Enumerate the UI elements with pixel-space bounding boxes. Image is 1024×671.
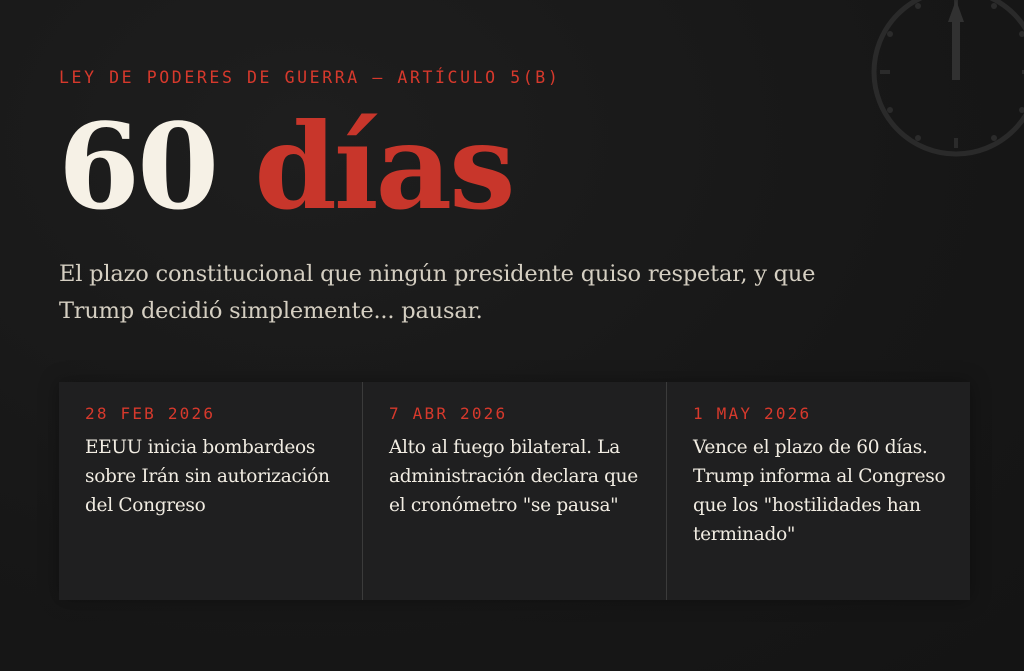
section-eyebrow: LEY DE PODERES DE GUERRA — ARTÍCULO 5(B) xyxy=(59,68,561,87)
page-title xyxy=(58,97,513,236)
timeline-date: 28 FEB 2026 xyxy=(85,404,216,423)
timeline xyxy=(59,382,970,600)
timeline-date: 7 ABR 2026 xyxy=(389,404,508,423)
timeline-description: Vence el plazo de 60 días. Trump informa al Congreso que los "hostilidades han terminado" xyxy=(693,437,946,545)
clock-icon xyxy=(866,0,1024,162)
timeline-card xyxy=(666,382,970,600)
headline-number: 60 xyxy=(58,97,217,236)
timeline-card xyxy=(59,382,362,600)
timeline-description: Alto al fuego bilateral. La administración declara que el cronómetro "se pausa" xyxy=(389,437,638,516)
headline-word: días xyxy=(254,97,513,236)
timeline-description: EEUU inicia bombardeos sobre Irán sin autorización del Congreso xyxy=(85,437,330,516)
timeline-date: 1 MAY 2026 xyxy=(693,404,812,423)
timeline-card xyxy=(362,382,666,600)
page-subtitle: El plazo constitucional que ningún presidente quiso respetar, y que Trump decidió simplemente... pausar. xyxy=(59,261,816,324)
